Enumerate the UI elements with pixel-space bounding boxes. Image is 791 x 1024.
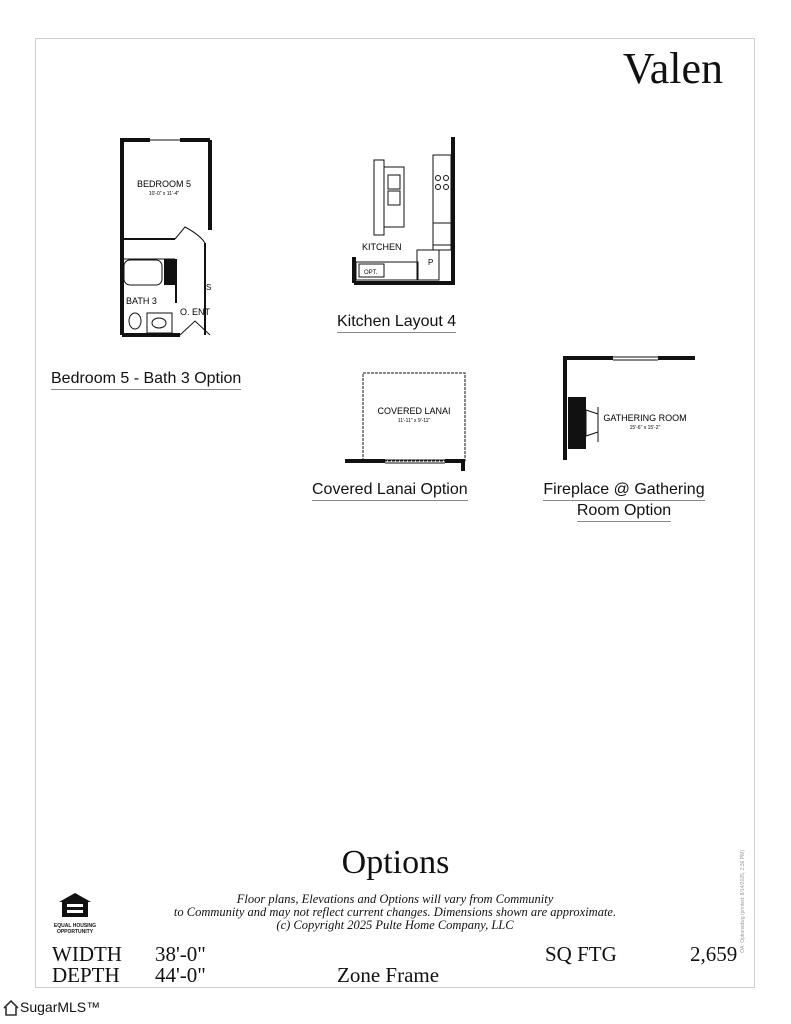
room-dims: 10'-0" x 11'-4" — [148, 191, 180, 197]
eho-label-2: OPPORTUNITY — [56, 929, 94, 935]
room-label: BEDROOM 5 — [136, 179, 192, 189]
equal-housing-icon — [57, 892, 93, 918]
room-dims: 15'-6" x 15'-2" — [629, 425, 661, 431]
disclaimer — [120, 893, 670, 932]
fireplace-plan — [558, 352, 698, 462]
bedroom-bath-plan — [110, 135, 220, 340]
burner — [436, 176, 441, 181]
counter — [433, 155, 451, 250]
lanai-outline — [363, 373, 465, 461]
burner — [444, 185, 449, 190]
sqft-value: 2,659 — [690, 942, 738, 966]
print-stamp: OA: Optionsdwg (printed: 8/14/2025, 2:36 PM) — [740, 850, 746, 953]
fireplace — [568, 397, 586, 449]
caption-bedroom-bath: Bedroom 5 - Bath 3 Option — [51, 369, 241, 390]
disclaimer-line: (c) Copyright 2025 Pulte Home Company, LLC — [276, 918, 514, 932]
burner — [444, 176, 449, 181]
room-label: O. ENT — [180, 307, 211, 317]
room-tag: P — [428, 258, 434, 267]
island — [384, 167, 404, 227]
depth-value: 44'-0" — [155, 963, 206, 987]
zone-label: Zone Frame — [337, 963, 440, 987]
plan-title: Valen — [622, 44, 723, 93]
lanai-plan — [340, 368, 470, 473]
disclaimer-line: to Community and may not reflect current changes. Dimensions shown are approximate. — [173, 905, 617, 919]
mls-text: SugarMLS™ — [20, 999, 101, 1015]
caption-fireplace-line1: Fireplace @ Gathering — [543, 480, 704, 501]
mls-watermark — [2, 996, 100, 1018]
width-label: WIDTH — [52, 942, 122, 966]
fireplace-box — [586, 410, 598, 436]
eho-label-1: EQUAL HOUSING — [53, 923, 97, 929]
room-tag: OPT. — [364, 270, 378, 276]
section-title: Options — [341, 844, 450, 881]
disclaimer-line: Floor plans, Elevations and Options will vary from Community — [236, 892, 554, 906]
fridge — [433, 223, 451, 245]
vanity — [147, 313, 172, 333]
room-label: KITCHEN — [362, 242, 402, 252]
caption-kitchen: Kitchen Layout 4 — [337, 312, 456, 333]
sink — [388, 191, 400, 205]
sqft-label: SQ FTG — [545, 942, 617, 966]
caption-lanai: Covered Lanai Option — [312, 480, 468, 501]
equal-housing-logo — [52, 892, 98, 935]
sink — [152, 318, 166, 328]
room-dims: 11'-11" x 9'-11" — [397, 418, 431, 424]
room-label: BATH 3 — [126, 296, 157, 306]
burner — [436, 185, 441, 190]
wall-block — [164, 259, 176, 285]
door-swing — [175, 227, 205, 243]
caption-fireplace — [533, 480, 715, 522]
room-label: GATHERING ROOM — [603, 413, 687, 423]
toilet — [129, 313, 141, 329]
bathtub — [124, 260, 162, 285]
width-value: 38'-0" — [155, 942, 206, 966]
island — [374, 160, 384, 235]
sink — [388, 175, 400, 189]
room-label: S — [206, 283, 212, 292]
kitchen-plan — [350, 135, 460, 290]
house-icon — [2, 999, 20, 1017]
room-label: COVERED LANAI — [377, 406, 451, 416]
depth-label: DEPTH — [52, 963, 120, 987]
caption-fireplace-line2: Room Option — [577, 501, 671, 522]
